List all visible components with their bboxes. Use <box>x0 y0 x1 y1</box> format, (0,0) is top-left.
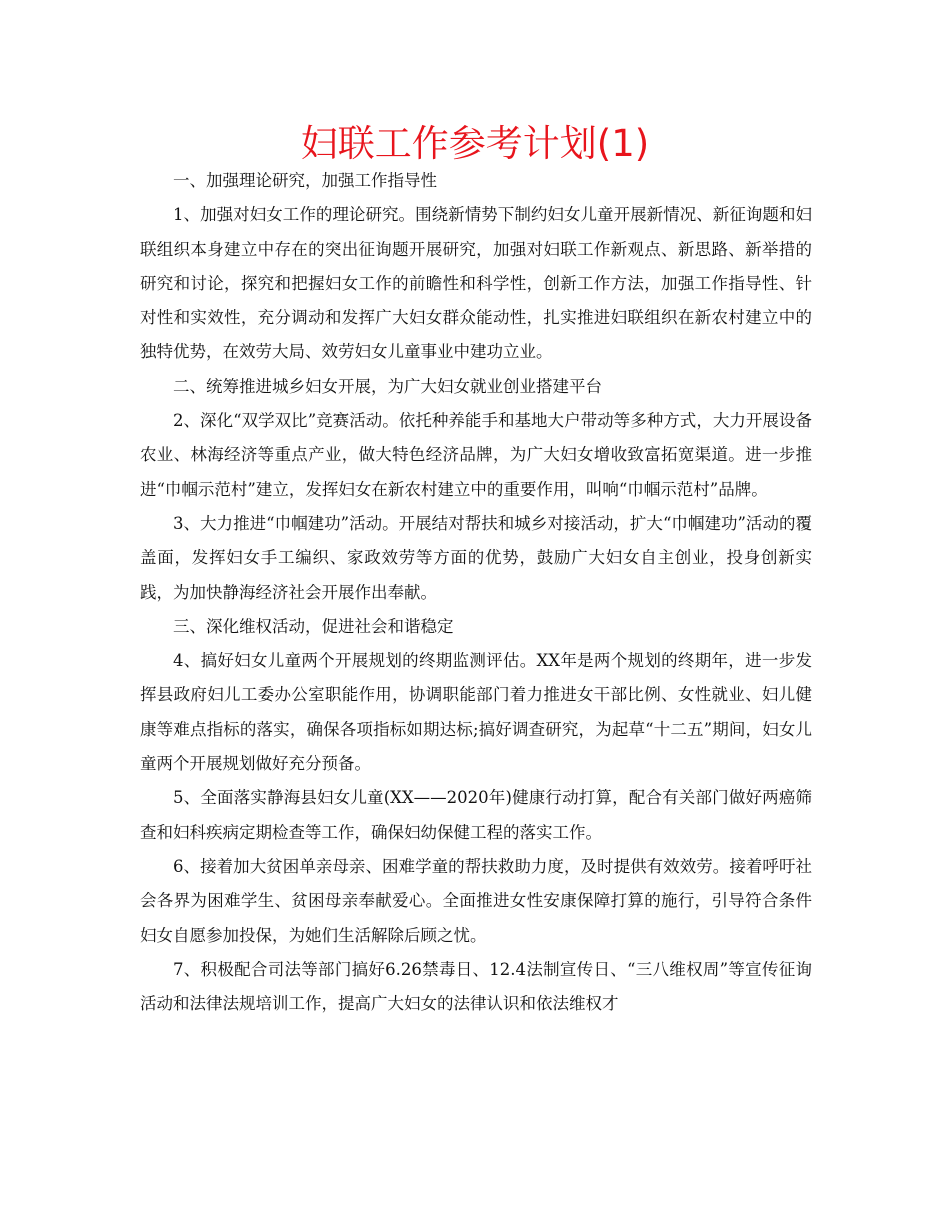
paragraph-4: 4、搞好妇女儿童两个开展规划的终期监测评估。XX年是两个规划的终期年，进一步发挥县政府妇儿工委办公室职能作用，协调职能部门着力推进女干部比例、女性就业、妇儿健康等难点指标的落实，确保各项指标如期达标;搞好调查研究，为起草“十二五”期间，妇女儿童两个开展规划做好充分预备。 <box>140 651 812 774</box>
paragraph-6: 6、接着加大贫困单亲母亲、困难学童的帮扶救助力度，及时提供有效效劳。接着呼吁社会各界为困难学生、贫困母亲奉献爱心。全面推进女性安康保障打算的施行，引导符合条件妇女自愿参加投保，为她们生活解除后顾之忧。 <box>140 856 812 945</box>
paragraph-2: 2、深化“双学双比”竞赛活动。依托种养能手和基地大户带动等多种方式，大力开展设备农业、林海经济等重点产业，做大特色经济品牌，为广大妇女增收致富拓宽渠道。进一步推进“巾帼示范村”建立，发挥妇女在新农村建立中的重要作用，叫响“巾帼示范村”品牌。 <box>140 411 812 499</box>
section-heading-2: 二、统筹推进城乡妇女开展，为广大妇女就业创业搭建平台 <box>173 376 602 396</box>
paragraph-1: 1、加强对妇女工作的理论研究。围绕新情势下制约妇女儿童开展新情况、新征询题和妇联组织本身建立中存在的突出征询题开展研究，加强对妇联工作新观点、新思路、新举措的研究和讨论，探究和把握妇女工作的前瞻性和科学性，创新工作方法，加强工作指导性、针对性和实效性，充分调动和发挥广大妇女群众能动性，扎实推进妇联组织在新农村建立中的独特优势，在效劳大局、效劳妇女儿童事业中建功立业。 <box>140 205 812 362</box>
document-title: 妇联工作参考计划(1) <box>300 122 650 165</box>
paragraph-5: 5、全面落实静海县妇女儿童(XX——2020年)健康行动打算，配合有关部门做好两癌筛查和妇科疾病定期检查等工作，确保妇幼保健工程的落实工作。 <box>140 788 812 842</box>
paragraph-7: 7、积极配合司法等部门搞好6.26禁毒日、12.4法制宣传日、“三八维权周”等宣传征询活动和法律法规培训工作，提高广大妇女的法律认识和依法维权才 <box>140 959 812 1014</box>
section-heading-3: 三、深化维权活动，促进社会和谐稳定 <box>173 616 454 636</box>
paragraph-3: 3、大力推进“巾帼建功”活动。开展结对帮扶和城乡对接活动，扩大“巾帼建功”活动的覆盖面，发挥妇女手工编织、家政效劳等方面的优势，鼓励广大妇女自主创业，投身创新实践，为加快静海经济社会开展作出奉献。 <box>140 513 812 602</box>
document-body <box>140 164 812 1021</box>
section-heading-1: 一、加强理论研究，加强工作指导性 <box>173 171 437 190</box>
